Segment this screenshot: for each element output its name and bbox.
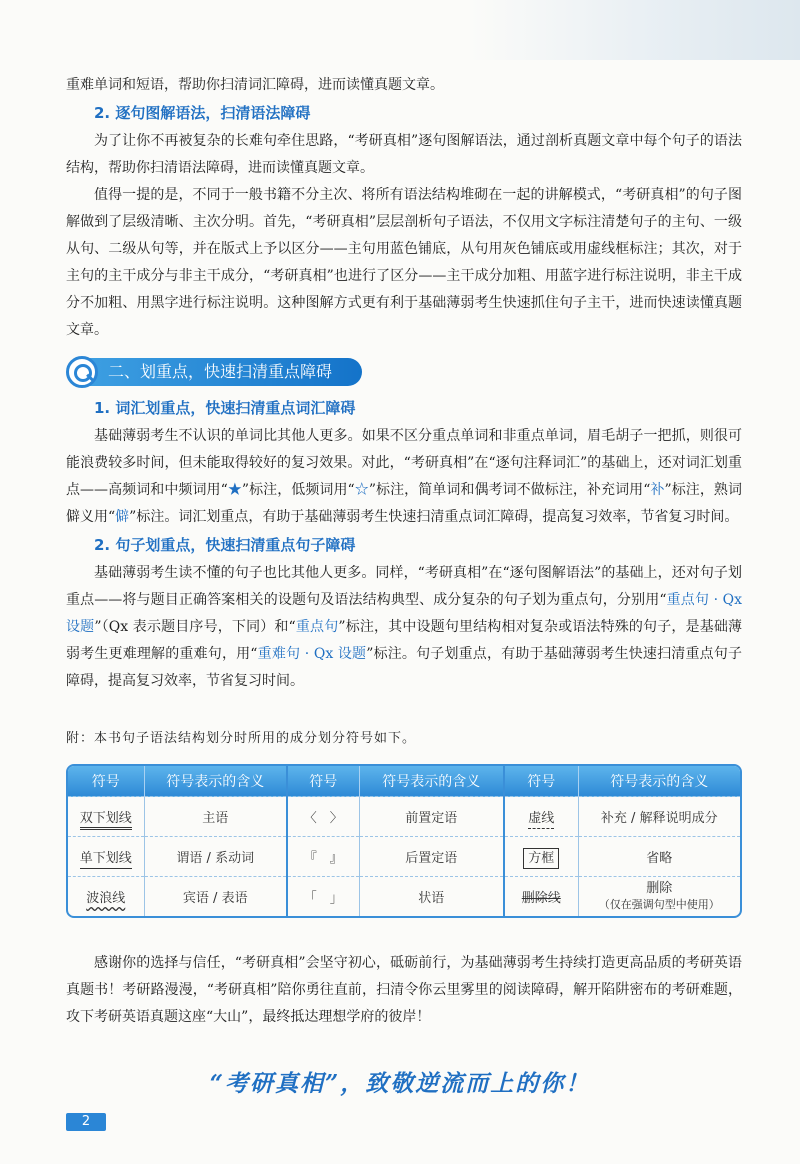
magnifier-icon: [66, 356, 98, 388]
table-row: [68, 797, 740, 837]
box-sample: 方框: [523, 848, 559, 869]
header-symbol: 符号: [287, 766, 359, 797]
subheading-sentence: 2. 句子划重点，快速扫清重点句子障碍: [94, 536, 356, 554]
legend-meaning: 状语: [359, 877, 504, 917]
header-meaning: 符号表示的含义: [359, 766, 504, 797]
hollow-star-mark: ☆: [354, 482, 369, 498]
single-underline-sample: 单下划线: [80, 851, 132, 869]
legend-symbol: [504, 877, 578, 917]
sentence-text-4: ”标注。句子划重点，有助于基础薄弱考生快速扫清重点句子障碍，提高复习效率，节省复习时间。: [66, 646, 742, 689]
vocab-text-4: ”标注，熟词僻义用“: [66, 482, 742, 525]
wavy-line-sample: 波浪线: [86, 891, 126, 906]
table-row: [68, 837, 740, 877]
legend-meaning: 后置定语: [359, 837, 504, 877]
table-row: [68, 877, 740, 917]
legend-symbol: [68, 877, 144, 917]
section-title: 二、划重点，快速扫清重点障碍: [86, 358, 362, 386]
page-number: 2: [66, 1113, 106, 1131]
slogan: “考研真相”，致敬逆流而上的你！: [209, 1070, 591, 1097]
legend-symbol: [504, 837, 578, 877]
subheading-grammar: 2. 逐句图解语法，扫清语法障碍: [94, 104, 311, 122]
subheading-vocab: 1. 词汇划重点，快速扫清重点词汇障碍: [94, 399, 356, 417]
legend-symbol: [68, 837, 144, 877]
dashed-line-sample: 虚线: [528, 811, 554, 829]
legend-meaning: 宾语 / 表语: [144, 877, 287, 917]
star-mark: ★: [227, 482, 242, 498]
header-meaning: 符号表示的含义: [578, 766, 740, 797]
sentence-text-1: 基础薄弱考生读不懂的句子也比其他人更多。同样，“考研真相”在“逐句图解语法”的基础上，还对句子划重点——将与题目正确答案相关的设题句及语法结构典型、成分复杂的句子划为重点句，分别用“: [66, 565, 742, 608]
grammar-paragraph-1: 为了让你不再被复杂的长难句牵住思路，“考研真相”逐句图解语法，通过剖析真题文章中每个句子的语法结构，帮助你扫清语法障碍，进而读懂真题文章。: [66, 133, 742, 176]
legend-symbol: [68, 797, 144, 837]
legend-note: 附：本书句子语法结构划分时所用的成分划分符号如下。: [66, 731, 417, 746]
sentence-text-2: ”（Qx 表示题目序号，下同）和“: [94, 619, 296, 635]
double-underline-sample: 双下划线: [80, 811, 132, 830]
vocab-paragraph: [66, 423, 742, 531]
symbol-legend-table: [66, 764, 742, 918]
intro-tail: 重难单词和短语，帮助你扫清词汇障碍，进而读懂真题文章。: [66, 77, 444, 93]
grammar-paragraph-2: 值得一提的是，不同于一般书籍不分主次、将所有语法结构堆砌在一起的讲解模式，“考研真相”的句子图解做到了层级清晰、主次分明。首先，“考研真相”层层剖析句子语法，不仅用文字标注清楚句子的主句、一级从句、二级从句等，并在版式上予以区分——主句用蓝色铺底，从句用灰色铺底或用虚线框标注；其次，对于主句的主干成分与非主干成分，“考研真相”也进行了区分——主干成分加粗、用蓝字进行标注说明，非主干成分不加粗、用黑字进行标注说明。这种图解方式更有利于基础薄弱考生快速抓住句子主干，进而快速读懂真题文章。: [66, 187, 742, 338]
header-symbol: 符号: [68, 766, 144, 797]
rare-meaning-mark: 僻: [115, 509, 130, 525]
key-question-label: 重点句 · Qx 设题: [66, 592, 742, 635]
legend-header-row: [68, 766, 740, 797]
thanks-paragraph: 感谢你的选择与信任，“考研真相”会坚守初心，砥砺前行，为基础薄弱考生持续打造更高品质的考研英语真题书！考研路漫漫，“考研真相”陪你勇往直前，扫清令你云里雾里的阅读障碍，解开陷阱密布的考研难题，攻下考研英语真题这座“大山”，最终抵达理想学府的彼岸！: [66, 955, 742, 1025]
vocab-text-3: ”标注，简单词和偶考词不做标注，补充词用“: [368, 482, 651, 498]
difficult-sentence-label: 重难句 · Qx 设题: [257, 646, 367, 662]
sentence-text-3: ”标注，其中设题句里结构相对复杂或语法特殊的句子，是基础薄弱考生更难理解的重难句，用“: [66, 619, 743, 662]
header-symbol: 符号: [504, 766, 578, 797]
delete-note: （仅在强调句型中使用）: [598, 897, 720, 911]
legend-symbol: [504, 797, 578, 837]
supplement-mark: 补: [650, 482, 665, 498]
legend-meaning: 主语: [144, 797, 287, 837]
vocab-text-2: ”标注，低频词用“: [241, 482, 355, 498]
delete-label: 删除: [646, 880, 673, 896]
vocab-text-1: 基础薄弱考生不认识的单词比其他人更多。如果不区分重点单词和非重点单词，眉毛胡子一把抓，则很可能浪费较多时间，但未能取得较好的复习效果。对此，“考研真相”在“逐句注释词汇”的基础上，还对词汇划重点——高频词和中频词用“: [66, 428, 742, 498]
header-meaning: 符号表示的含义: [144, 766, 287, 797]
key-sentence-label: 重点句: [295, 619, 339, 635]
legend-meaning: 前置定语: [359, 797, 504, 837]
legend-symbol: 「 」: [287, 877, 359, 917]
legend-symbol: 〈 〉: [287, 797, 359, 837]
header-decoration: [470, 0, 800, 60]
legend-meaning: 补充 / 解释说明成分: [578, 797, 740, 837]
page-content: [66, 72, 742, 1031]
sentence-paragraph: [66, 560, 742, 695]
vocab-text-5: ”标注。词汇划重点，有助于基础薄弱考生快速扫清重点词汇障碍，提高复习效率，节省复习时间。: [129, 509, 739, 525]
legend-symbol: 『 』: [287, 837, 359, 877]
legend-meaning: 省略: [578, 837, 740, 877]
strikethrough-sample: 删除线: [521, 891, 561, 906]
legend-meaning: 谓语 / 系动词: [144, 837, 287, 877]
legend-meaning: [578, 877, 740, 917]
section-banner: [66, 356, 742, 388]
